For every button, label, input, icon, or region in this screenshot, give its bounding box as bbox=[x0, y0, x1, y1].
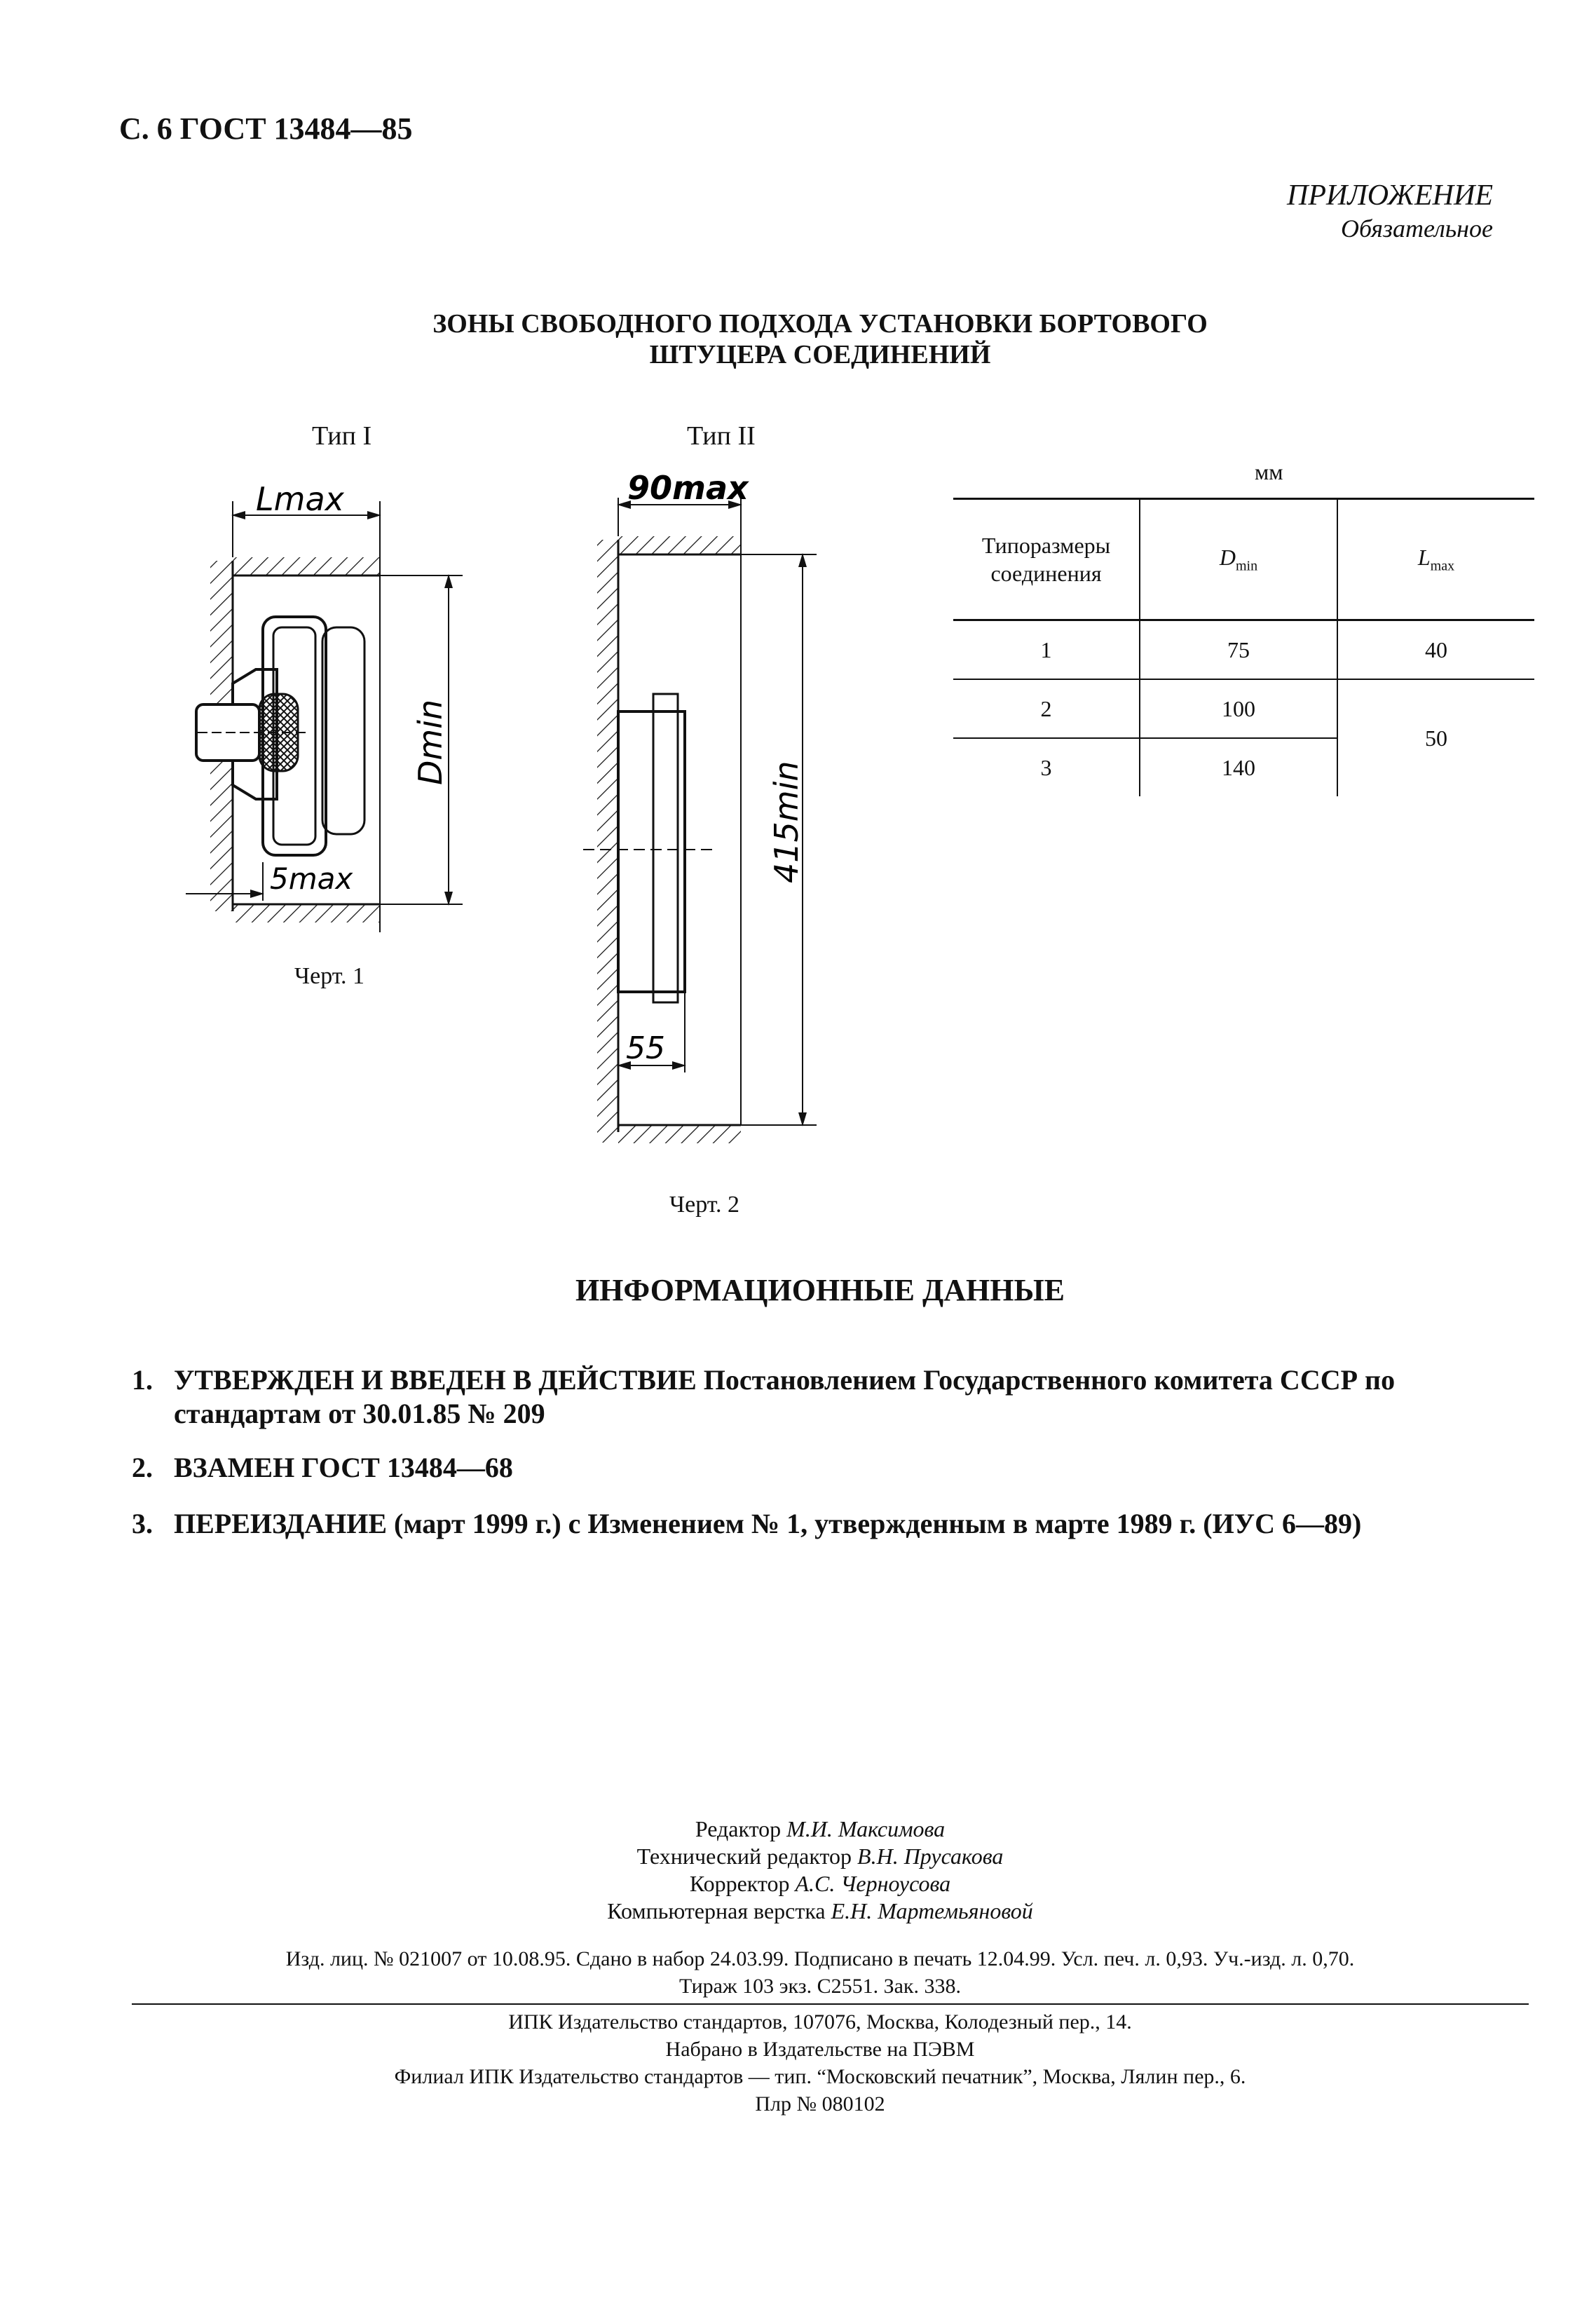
table-row: 2 100 50 bbox=[953, 679, 1534, 738]
figure2-caption: Черт. 2 bbox=[669, 1192, 740, 1218]
dim-55-label: 55 bbox=[626, 1030, 665, 1066]
info-item: 1. УТВЕРЖДЕН И ВВЕДЕН В ДЕЙСТВИЕ Постановлением Государственного комитета СССР по стандартам от 30.01.85 № 209 bbox=[132, 1364, 1396, 1429]
page-header: С. 6 ГОСТ 13484—85 bbox=[119, 111, 413, 146]
connection-size-table bbox=[953, 498, 1534, 796]
header-dmin: $D_{min}$ bbox=[1140, 499, 1337, 620]
credit-layout: Компьютерная верстка Е.Н. Мартемьяновой bbox=[607, 1898, 1033, 1923]
dim-415min-label: 415min bbox=[768, 761, 805, 883]
figure2-drawing bbox=[583, 469, 817, 1143]
table-unit: мм bbox=[1255, 459, 1283, 484]
credit-editor: Редактор М.И. Максимова bbox=[695, 1816, 946, 1841]
credit-tech-editor: Технический редактор В.Н. Прусакова bbox=[636, 1844, 1004, 1869]
table-row: 1 75 40 bbox=[953, 620, 1534, 680]
figure2-type-label: Тип II bbox=[687, 421, 756, 451]
document-title-line1: ЗОНЫ СВОБОДНОГО ПОДХОДА УСТАНОВКИ БОРТОВОГО bbox=[432, 309, 1208, 339]
appendix-status: Обязательное bbox=[1341, 214, 1493, 243]
header-lmax: $L_{max}$ bbox=[1337, 499, 1534, 620]
credit-proofreader: Корректор А.С. Черноусова bbox=[689, 1871, 951, 1896]
info-item: 2. ВЗАМЕН ГОСТ 13484—68 bbox=[132, 1452, 513, 1483]
dim-5max-label: 5max bbox=[270, 861, 353, 896]
divider bbox=[132, 2003, 1529, 2005]
info-title: ИНФОРМАЦИОННЫЕ ДАННЫЕ bbox=[575, 1273, 1065, 1307]
figure1-caption: Черт. 1 bbox=[294, 963, 365, 989]
dim-90max-label: 90max bbox=[627, 469, 749, 507]
dim-dmin-label: Dmin bbox=[411, 699, 449, 785]
table-row: 3 140 bbox=[953, 738, 1534, 796]
dim-lmax-label: Lmax bbox=[256, 480, 344, 518]
imprint-bottom: ИПК Издательство стандартов, 107076, Москва, Колодезный пер., 14. Набрано в Издательстве на ПЭВМ Филиал ИПК Издательство стандартов — тип. “Московский печатник”, Москва, Лялин пер., 6. Плр № 080102 bbox=[394, 2010, 1246, 2116]
figure1-type-label: Тип I bbox=[312, 421, 372, 451]
document-title-line2: ШТУЦЕРА СОЕДИНЕНИЙ bbox=[649, 340, 991, 369]
figure1-drawing bbox=[186, 480, 463, 932]
header-size: Типоразмеры соединения bbox=[981, 533, 1111, 586]
imprint-top: Изд. лиц. № 021007 от 10.08.95. Сдано в набор 24.03.99. Подписано в печать 12.04.99. Усл. печ. л. 0,93. Уч.-изд. л. 0,70. Тираж 103 экз. С2551. Зак. 338. bbox=[285, 1947, 1355, 1998]
credits bbox=[0, 1816, 1596, 1925]
info-item: 3. ПЕРЕИЗДАНИЕ (март 1999 г.) с Изменением № 1, утвержденным в марте 1989 г. (ИУС 6—89) bbox=[132, 1508, 1362, 1539]
appendix-title: ПРИЛОЖЕНИЕ bbox=[1287, 179, 1493, 212]
